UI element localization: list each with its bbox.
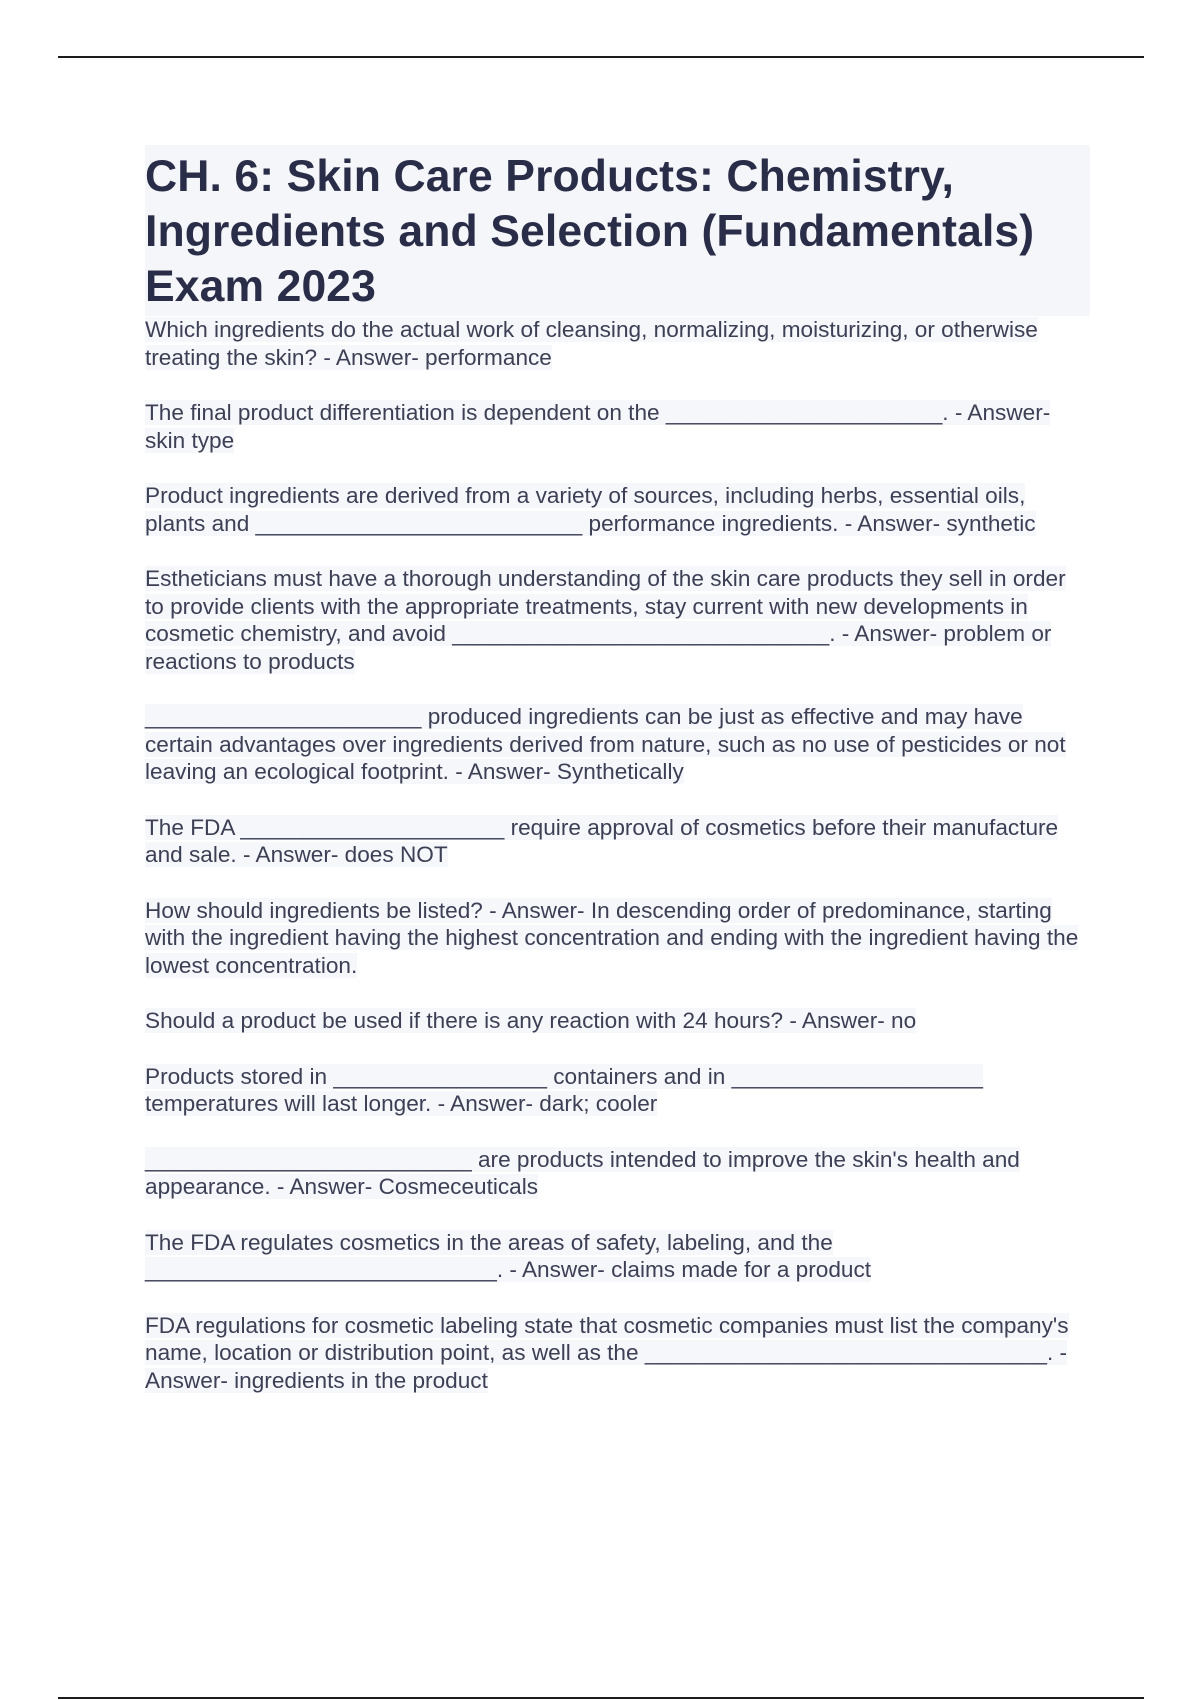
qa-item	[145, 703, 1090, 786]
qa-text: The FDA regulates cosmetics in the areas of safety, labeling, and the ____________________________. - Answer- claims made for a product	[145, 1229, 872, 1282]
qa-item	[145, 1146, 1090, 1201]
qa-item	[145, 1063, 1090, 1118]
document-body	[145, 145, 1090, 1422]
qa-item	[145, 316, 1090, 371]
qa-text: FDA regulations for cosmetic labeling state that cosmetic companies must list the company's name, location or distribution point, as well as the ________________________________. - Answer- ingredients in the product	[145, 1312, 1069, 1393]
qa-item	[145, 1312, 1090, 1395]
qa-text: Estheticians must have a thorough understanding of the skin care products they sell in order to provide clients with the appropriate treatments, stay current with new developments in cosmetic chemistry, and avoid ______________________________. - Answer- problem or reactions to products	[145, 566, 1066, 674]
qa-item	[145, 399, 1090, 454]
bottom-rule	[58, 1697, 1144, 1699]
qa-text: Should a product be used if there is any reaction with 24 hours? - Answer- no	[145, 1008, 917, 1033]
document-title: CH. 6: Skin Care Products: Chemistry, Ingredients and Selection (Fundamentals) Exam 2023	[145, 152, 1035, 311]
qa-text: Products stored in _________________ containers and in ____________________ temperatures will last longer. - Answer- dark; cooler	[145, 1063, 983, 1116]
qa-text: How should ingredients be listed? - Answer- In descending order of predominance, starting with the ingredient having the highest concentration and ending with the ingredient having the lowest concentration.	[145, 897, 1079, 978]
qa-text: Product ingredients are derived from a variety of sources, including herbs, essential oils, plants and __________________________ performance ingredients. - Answer- synthetic	[145, 483, 1036, 536]
qa-item	[145, 897, 1090, 980]
qa-item	[145, 1007, 1090, 1035]
qa-text: The FDA _____________________ require approval of cosmetics before their manufacture and sale. - Answer- does NOT	[145, 814, 1059, 867]
qa-item	[145, 1229, 1090, 1284]
qa-item	[145, 482, 1090, 537]
qa-text: Which ingredients do the actual work of cleansing, normalizing, moisturizing, or otherwise treating the skin? - Answer- performance	[145, 317, 1038, 370]
qa-item	[145, 565, 1090, 675]
qa-list	[145, 316, 1090, 1394]
qa-text: The final product differentiation is dependent on the ______________________. - Answer- skin type	[145, 400, 1051, 453]
top-rule	[58, 56, 1144, 58]
qa-text: ______________________ produced ingredients can be just as effective and may have certain advantages over ingredients derived from nature, such as no use of pesticides or not leaving an ecological footprint. - Answer- Synthetically	[145, 704, 1066, 784]
qa-item	[145, 814, 1090, 869]
qa-text: __________________________ are products intended to improve the skin's health and appearance. - Answer- Cosmeceuticals	[145, 1146, 1020, 1199]
title-block	[145, 145, 1090, 316]
